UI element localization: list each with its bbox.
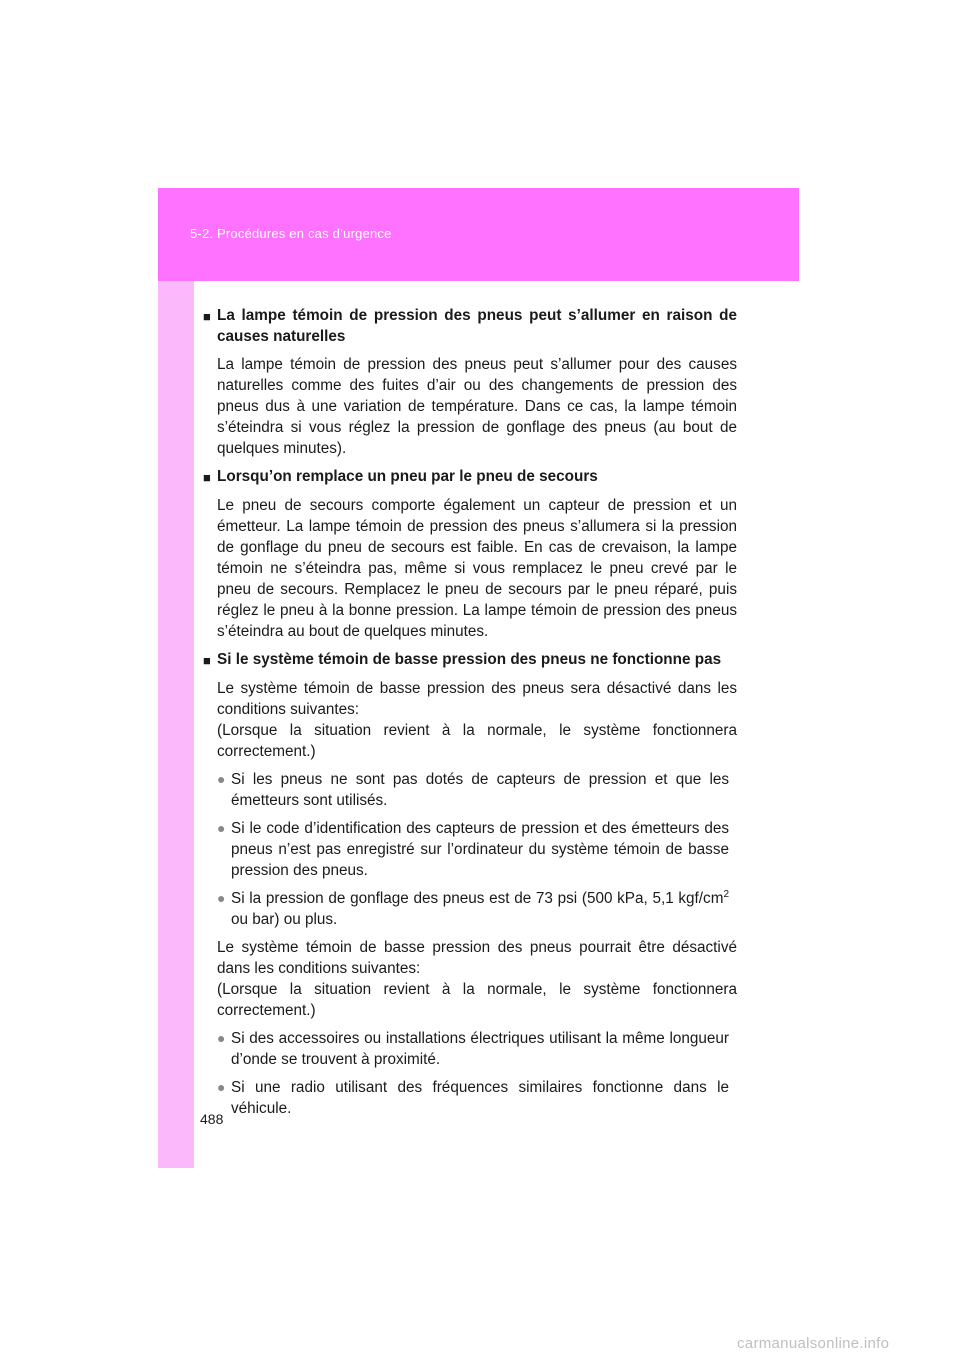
round-bullet-icon: ● bbox=[217, 890, 226, 906]
page-content bbox=[203, 305, 737, 1126]
section-natural-causes bbox=[203, 305, 737, 459]
section-heading bbox=[203, 649, 737, 671]
section-title: La lampe témoin de pression des pneus peut s’allumer en raison de causes naturelles bbox=[217, 307, 737, 345]
section-title: Si le système témoin de basse pression des pneus ne fonctionne pas bbox=[217, 651, 722, 668]
page-number: 488 bbox=[200, 1111, 224, 1127]
list-item-text: Si une radio utilisant des fréquences similaires fonctionne dans le véhicule. bbox=[231, 1079, 729, 1117]
list-item-text: Si les pneus ne sont pas dotés de capteurs de pression et que les émetteurs sont utilisés. bbox=[231, 771, 729, 809]
list-item bbox=[217, 888, 737, 930]
square-bullet-icon: ■ bbox=[203, 470, 211, 485]
round-bullet-icon: ● bbox=[217, 820, 226, 836]
side-tab-band bbox=[158, 188, 194, 1168]
list-item-text bbox=[231, 888, 737, 930]
list-item-text: Si des accessoires ou installations électriques utilisant la même longueur d’onde se trouvent à proximité. bbox=[231, 1030, 729, 1068]
chapter-title: 5-2. Procédures en cas d’urgence bbox=[190, 226, 392, 241]
round-bullet-icon: ● bbox=[217, 771, 226, 787]
list-item bbox=[217, 1077, 737, 1119]
round-bullet-icon: ● bbox=[217, 1030, 226, 1046]
mid-note: (Lorsque la situation revient à la normale, le système fonctionnera correctement.) bbox=[217, 981, 737, 1019]
list-item bbox=[217, 818, 737, 881]
section-heading bbox=[203, 466, 737, 488]
watermark: carmanualsonline.info bbox=[737, 1335, 890, 1352]
superscript: 2 bbox=[723, 888, 729, 900]
square-bullet-icon: ■ bbox=[203, 653, 211, 668]
section-heading bbox=[203, 305, 737, 347]
section-paragraph: La lampe témoin de pression des pneus peut s’allumer pour des causes naturelles comme des fuites d’air ou des changements de pression des pneus dus à une variation de température. Dans ce cas, la lampe témoin s’éteindra si vous réglez la pression de gonflage des pneus (au bout de quelques minutes). bbox=[217, 356, 737, 457]
mid-line: Le système témoin de basse pression des pneus pourrait être désactivé dans les conditions suivantes: bbox=[217, 939, 737, 977]
intro-line: Le système témoin de basse pression des pneus sera désactivé dans les conditions suivantes: bbox=[217, 680, 737, 718]
bullet-text-part: Si la pression de gonflage des pneus est de 73 psi (500 kPa, 5,1 kgf/cm bbox=[231, 890, 724, 907]
list-item bbox=[217, 769, 737, 811]
bullet-text-part: ou bar) ou plus. bbox=[231, 911, 338, 928]
intro-note: (Lorsque la situation revient à la normale, le système fonctionnera correctement.) bbox=[217, 722, 737, 760]
section-mid-paragraph bbox=[217, 937, 737, 1021]
section-spare-tire bbox=[203, 466, 737, 642]
list-item bbox=[217, 1028, 737, 1070]
section-intro bbox=[217, 678, 737, 762]
section-system-not-working bbox=[203, 649, 737, 1119]
section-title: Lorsqu’on remplace un pneu par le pneu de secours bbox=[217, 468, 598, 485]
list-item-text: Si le code d’identification des capteurs de pression et des émetteurs des pneus n’est pas enregistré sur l’ordinateur du système témoin de basse pression des pneus. bbox=[231, 820, 729, 879]
square-bullet-icon: ■ bbox=[203, 309, 211, 324]
round-bullet-icon: ● bbox=[217, 1079, 226, 1095]
section-paragraph: Le pneu de secours comporte également un capteur de pression et un émetteur. La lampe témoin de pression des pneus s’allumera si la pression de gonflage du pneu de secours est faible. En cas de crevaison, la lampe témoin ne s’éteindra pas, même si vous remplacez le pneu crevé par le pneu de secours. Remplacez le pneu de secours par le pneu réparé, puis réglez le pneu à la bonne pression. La lampe témoin de pression des pneus s’éteindra au bout de quelques minutes. bbox=[217, 497, 737, 640]
